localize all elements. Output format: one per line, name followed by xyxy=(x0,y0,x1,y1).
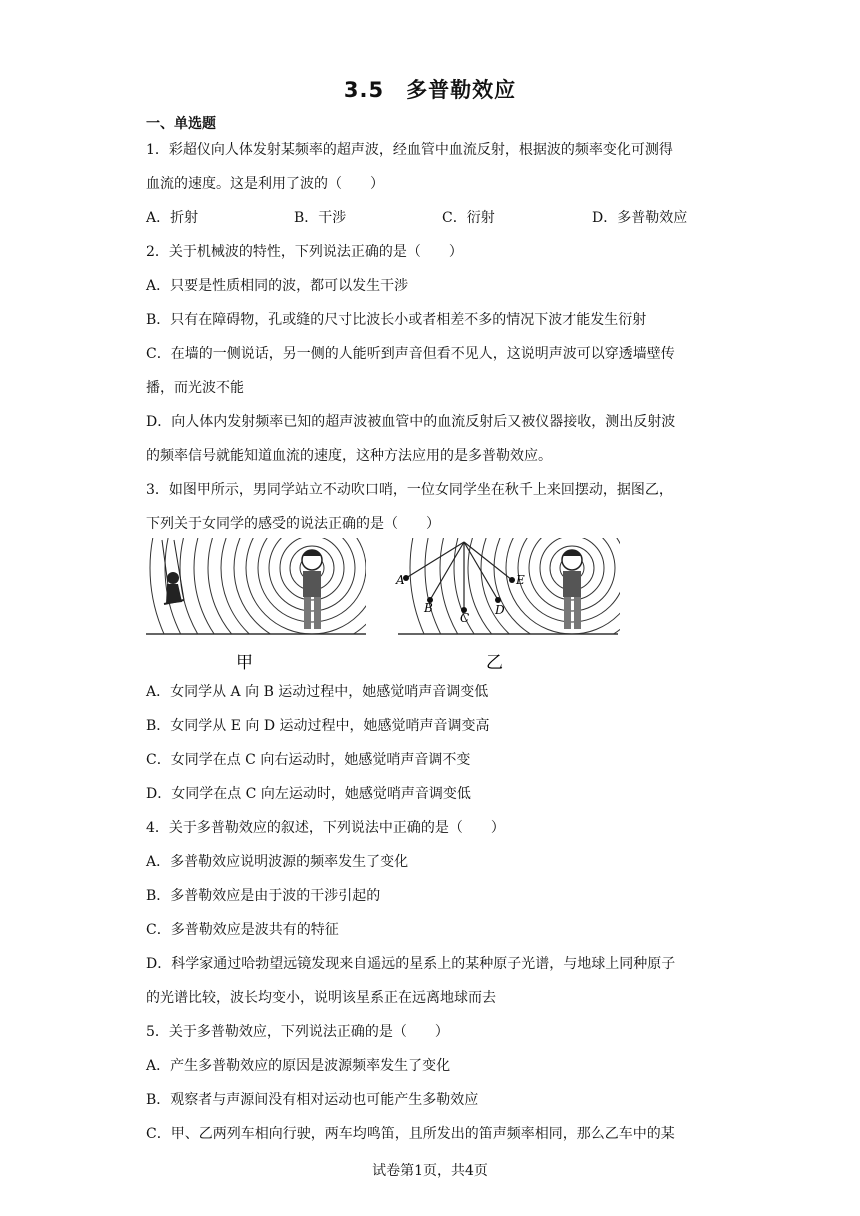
q4-option-c: C．多普勒效应是波共有的特征 xyxy=(146,922,339,938)
q2-stem: 2．关于机械波的特性，下列说法正确的是（ ） xyxy=(146,244,463,260)
q3-option-d: D．女同学在点 C 向左运动时，她感觉哨声音调变低 xyxy=(146,786,471,802)
figure-label-right: 乙 xyxy=(486,653,503,673)
boy-whistling-icon-right xyxy=(562,550,582,629)
q4-option-b: B．多普勒效应是由于波的干涉引起的 xyxy=(146,888,381,904)
q1-stem-line1: 1．彩超仪向人体发射某频率的超声波，经血管中血流反射，根据波的频率变化可测得 xyxy=(146,142,673,158)
q2-option-c-line1: C．在墙的一侧说话，另一侧的人能听到声音但看不见人，这说明声波可以穿透墙壁传 xyxy=(146,346,675,362)
q4-option-d-line2: 的光谱比较，波长均变小，说明该星系正在远离地球而去 xyxy=(146,990,496,1006)
q2-option-d-line1: D．向人体内发射频率已知的超声波被血管中的血流反射后又被仪器接收，测出反射波 xyxy=(146,414,676,430)
q3-option-b: B．女同学从 E 向 D 运动过程中，她感觉哨声音调变高 xyxy=(146,718,490,734)
figure-label-left: 甲 xyxy=(236,653,253,673)
page-footer: 试卷第1页，共4页 xyxy=(372,1163,488,1179)
point-label-a: A xyxy=(396,573,405,587)
point-label-d: D xyxy=(495,603,505,617)
q1-option-c: C．衍射 xyxy=(442,210,495,226)
q4-option-d-line1: D．科学家通过哈勃望远镜发现来自遥远的星系上的某种原子光谱，与地球上同种原子 xyxy=(146,956,676,972)
section-heading: 一、单选题 xyxy=(146,116,216,132)
q3-option-c: C．女同学在点 C 向右运动时，她感觉哨声音调不变 xyxy=(146,752,471,768)
q2-option-a: A．只要是性质相同的波，都可以发生干涉 xyxy=(146,278,409,294)
q4-stem: 4．关于多普勒效应的叙述，下列说法中正确的是（ ） xyxy=(146,820,505,836)
q2-option-c-line2: 播，而光波不能 xyxy=(146,380,244,396)
q5-stem: 5．关于多普勒效应，下列说法正确的是（ ） xyxy=(146,1024,449,1040)
point-label-b: B xyxy=(424,601,433,615)
q5-option-c-line1: C．甲、乙两列车相向行驶，两车均鸣笛，且所发出的笛声频率相同，那么乙车中的某 xyxy=(146,1126,675,1142)
q2-option-b: B．只有在障碍物，孔或缝的尺寸比波长小或者相差不多的情况下波才能发生衍射 xyxy=(146,312,647,328)
boy-whistling-icon xyxy=(302,550,322,629)
q3-figure-svg xyxy=(140,538,620,678)
point-label-e: E xyxy=(516,573,525,587)
q1-option-a: A．折射 xyxy=(146,210,199,226)
q3-stem-line1: 3．如图甲所示，男同学站立不动吹口哨，一位女同学坐在秋千上来回摆动，据图乙， xyxy=(146,482,673,498)
q3-option-a: A．女同学从 A 向 B 运动过程中，她感觉哨声音调变低 xyxy=(146,684,489,700)
page-title: 3.5 多普勒效应 xyxy=(343,78,517,102)
q1-stem-line2: 血流的速度。这是利用了波的（ ） xyxy=(146,176,384,192)
q5-option-a: A．产生多普勒效应的原因是波源频率发生了变化 xyxy=(146,1058,451,1074)
q2-option-d-line2: 的频率信号就能知道血流的速度，这种方法应用的是多普勒效应。 xyxy=(146,448,552,464)
q3-figure xyxy=(140,538,620,678)
point-label-c: C xyxy=(460,611,470,625)
q4-option-a: A．多普勒效应说明波源的频率发生了变化 xyxy=(146,854,409,870)
q1-option-d: D．多普勒效应 xyxy=(592,210,688,226)
q3-stem-line2: 下列关于女同学的感受的说法正确的是（ ） xyxy=(146,516,440,532)
point-e-dot xyxy=(509,577,515,583)
q1-option-b: B．干涉 xyxy=(294,210,347,226)
q5-option-b: B．观察者与声源间没有相对运动也可能产生多勒效应 xyxy=(146,1092,479,1108)
right-sound-waves xyxy=(410,538,620,678)
